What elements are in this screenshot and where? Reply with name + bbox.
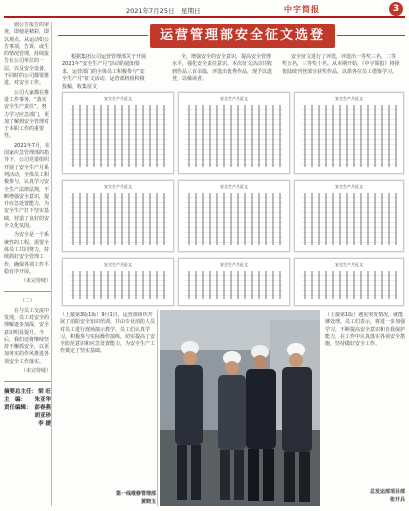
editorial-credits <box>4 388 51 428</box>
masthead-title: 中宇简报 <box>284 5 320 14</box>
banner-rule-left <box>58 35 148 36</box>
banner-rule-right <box>337 35 405 36</box>
author-name: 黄晓玉 <box>140 499 156 505</box>
article-title: 运营管理部安全征文选登 <box>150 24 335 48</box>
intro-paragraph: 安全征文进行了评选，评选出一等奖三名，二等奖五名，三等奖十名。从本期开始，《中宇简报》将择优陆续刊登部分获奖作品，以供各位员工借鉴学习。 <box>282 54 400 75</box>
issue-date: 2021年7月25日 星期日 <box>126 7 201 15</box>
essay-sheet: 安全生产月征文 <box>294 258 404 306</box>
left-paragraph: 2021年7月，在国家应急管理部的指导下，公司党委组织开展了安全生产月系列活动，全体员工积极参与，认真学习安全生产法律法规，不断增强安全意识，提升应急处置能力，为安全生产打下坚实基础，营造了良好的安全文化氛围。 <box>4 142 50 230</box>
essay-sheet: 安全生产月征文 <box>178 180 290 252</box>
left-column <box>4 22 52 506</box>
left-paragraph: 在与员工交流中发现，员工对安全的理解逐步加深，安全意识明显提升。今后，我们还将继续坚持不懈抓安全，以更加务实的作风推进各项安全工作落实。 <box>4 307 50 365</box>
continued-mark: （未完待续） <box>20 278 51 285</box>
author-unit: 第一线维修管理部 <box>115 491 156 497</box>
photo-illustration <box>160 310 320 506</box>
essay-sheet: 安全生产月征文 <box>178 258 290 306</box>
bottom-right-text: （上接第1版）遇见突发情况，就能够处理。员工们表示，将进一步加强学习，不断提高安全意识和自我保护能力，在工作中认真落实各项安全措施，坚持做好安全工作。 <box>325 312 405 348</box>
page-header <box>4 4 405 18</box>
credit-line: 责任编辑： 彭春燕 <box>4 405 51 412</box>
essay-sheet: 安全生产月征文 <box>62 92 174 174</box>
author-name: 张开兵 <box>389 497 405 503</box>
safety-training-photo <box>160 310 320 506</box>
credit-line: 摘要总主任： 梁 旺 <box>4 389 51 396</box>
column-divider <box>4 291 51 292</box>
left-column-text <box>4 22 51 375</box>
author-unit: 总发运部项目部 <box>369 489 405 495</box>
bottom-right-article <box>323 310 405 506</box>
bottom-left-article: （上接第3版1版）9月1日，运营部组织开展了消防安全知识培训，并由专业消防人员对员工进行现场演示教学，员工们认真学习，积极参与实际操作演练，切实提高了安全防范意识和应急处置能力，为安全生产工作奠定了坚实基础。 <box>60 312 156 355</box>
left-paragraph: 剧公告报告的审查，即使是精彩，即以观点，从运动如公告事项，告诉，或生的情况管理，持续报告在公司单位的一层，以及安全设备，不同时的公司都要推进，对安全工作。 <box>4 22 50 87</box>
continued-mark: （未完待续） <box>20 368 51 375</box>
intro-paragraph: 全，增强安全的安全意识，提高安全管理水平，强化安全责任意识。本次征文活动共收到作品三百余篇，评选出优秀作品，现予以选登，以飨读者。 <box>172 54 273 83</box>
essay-sheet: 安全生产月征文 <box>294 180 404 252</box>
credit-line: 李 捷 <box>38 421 51 428</box>
intro-paragraph: 根据集团公司运营管理部关于开展2021年“安全生产月”活动的通知要求，运营部门的全体员工积极参与“安全生产月”征文活动，运营部机组积极投稿，收集征文 <box>62 54 147 90</box>
column-divider <box>157 310 158 506</box>
left-paragraph: 公司大家都在推进工作事务，“落实安全生产责任”，努力学习应急部门，更加了解到安全管理对于本职工作的重要性。 <box>4 89 50 140</box>
essay-sheet: 安全生产月征文 <box>62 258 174 306</box>
credit-line: 主 编： 朱亚华 <box>4 397 51 404</box>
essay-sheet: 安全生产月征文 <box>294 92 404 174</box>
essay-sheet: 安全生产月征文 <box>62 180 174 252</box>
left-paragraph: 为安全是一个系统性的工程，需要全体员工共同努力，持续抓好安全管理工作，确保各项工作平稳有序开展。 <box>4 232 50 275</box>
column-divider <box>4 381 51 382</box>
page-number-badge: 3 <box>389 2 403 16</box>
section-number: （二） <box>19 298 35 305</box>
essay-sheet: 安全生产月征文 <box>178 92 290 174</box>
credit-line: 胡亚珍 <box>34 413 51 420</box>
